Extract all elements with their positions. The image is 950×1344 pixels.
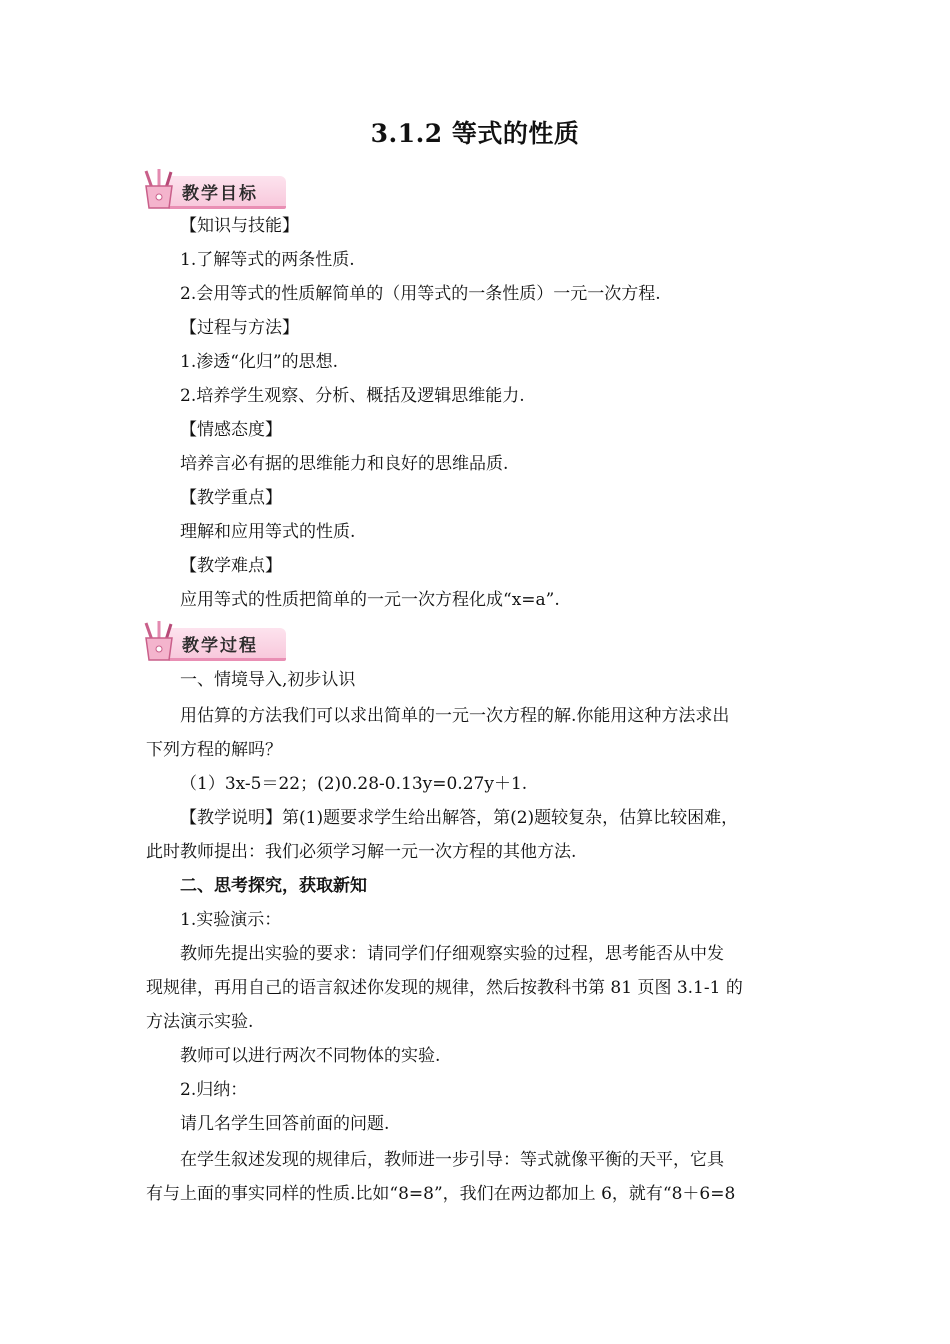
- emotion-item-1: 培养言必有据的思维能力和良好的思维品质.: [180, 454, 509, 474]
- process-banner: [140, 620, 290, 664]
- emotion-heading: 【情感态度】: [180, 420, 282, 440]
- part1-note-line: 【教学说明】第(1)题要求学生给出解答，第(2)题较复杂，估算比较困难，: [180, 808, 739, 828]
- banner-label: 教学目标: [182, 184, 258, 204]
- knowledge-item-2: 2.会用等式的性质解简单的（用等式的一条性质）一元一次方程.: [180, 284, 661, 304]
- step2-paragraph-line: 有与上面的事实同样的性质.比如“8=8”，我们在两边都加上 6，就有“8＋6=8: [146, 1184, 736, 1204]
- part1-equations: （1）3x-5＝22；(2)0.28-0.13y=0.27y＋1.: [180, 774, 528, 794]
- key-item-1: 理解和应用等式的性质.: [180, 522, 356, 542]
- objectives-banner: [140, 168, 290, 212]
- step1-paragraph-line: 方法演示实验.: [146, 1012, 254, 1032]
- difficulty-item-1: 应用等式的性质把简单的一元一次方程化成“x=a”.: [180, 590, 560, 610]
- step2-paragraph-line: 在学生叙述发现的规律后，教师进一步引导：等式就像平衡的天平，它具: [180, 1150, 724, 1170]
- knowledge-item-1: 1.了解等式的两条性质.: [180, 250, 355, 270]
- pencil-cup-icon: [140, 620, 182, 664]
- part2-heading: 二、思考探究，获取新知: [180, 876, 367, 896]
- knowledge-heading: 【知识与技能】: [180, 216, 299, 236]
- step1-paragraph-line: 教师先提出实验的要求：请同学们仔细观察实验的过程，思考能否从中发: [180, 944, 724, 964]
- part1-note-line: 此时教师提出：我们必须学习解一元一次方程的其他方法.: [146, 842, 577, 862]
- process-heading: 【过程与方法】: [180, 318, 299, 338]
- part1-paragraph-line: 下列方程的解吗？: [146, 740, 282, 760]
- step2-paragraph-line: 请几名学生回答前面的问题.: [180, 1114, 390, 1134]
- process-item-1: 1.渗透“化归”的思想.: [180, 352, 339, 372]
- difficulty-heading: 【教学难点】: [180, 556, 282, 576]
- pencil-cup-icon: [140, 168, 182, 212]
- step2-heading: 2.归纳：: [180, 1080, 248, 1100]
- banner-label: 教学过程: [182, 636, 258, 656]
- step1-paragraph-line: 教师可以进行两次不同物体的实验.: [180, 1046, 441, 1066]
- part1-heading: 一、情境导入,初步认识: [180, 670, 356, 690]
- key-heading: 【教学重点】: [180, 488, 282, 508]
- page-title: 3.1.2 等式的性质: [370, 119, 580, 148]
- step1-heading: 1.实验演示：: [180, 910, 282, 930]
- part1-paragraph-line: 用估算的方法我们可以求出简单的一元一次方程的解.你能用这种方法求出: [180, 706, 730, 726]
- process-item-2: 2.培养学生观察、分析、概括及逻辑思维能力.: [180, 386, 525, 406]
- step1-paragraph-line: 现规律，再用自己的语言叙述你发现的规律，然后按教科书第 81 页图 3.1-1 的: [146, 978, 743, 998]
